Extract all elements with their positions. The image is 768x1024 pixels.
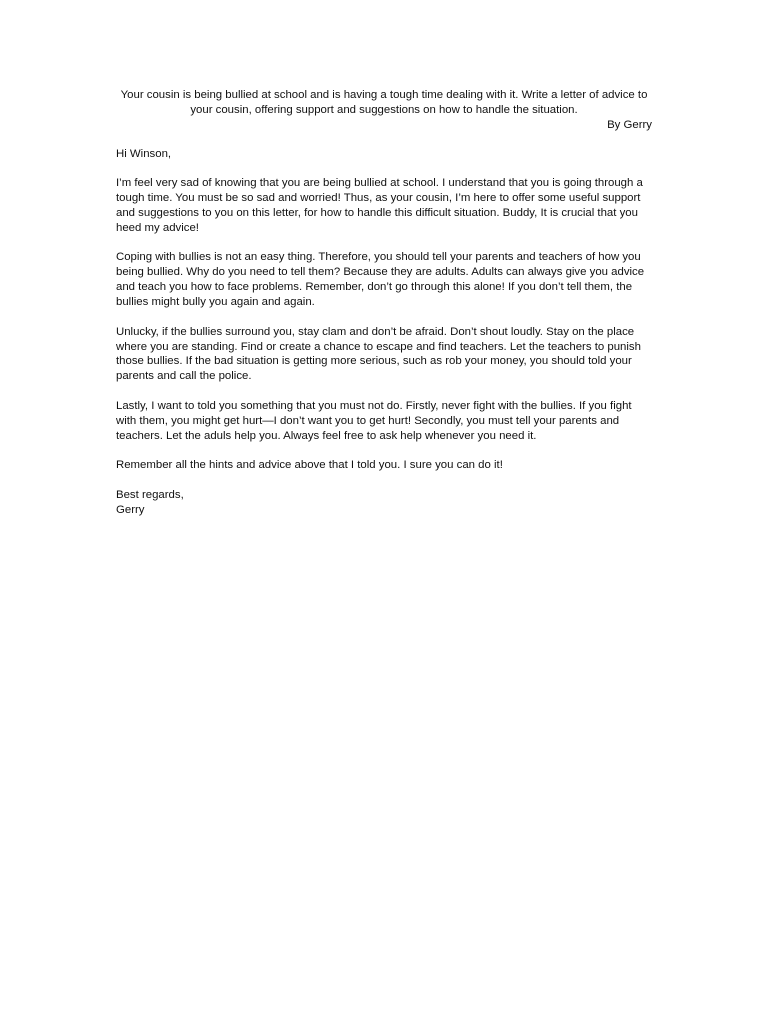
letter-greeting: Hi Winson, [116,147,172,160]
paragraph-5: Remember all the hints and advice above that I told you. I sure you can do it! [116,459,503,472]
paragraph-2: Coping with bullies is not an easy thing. Therefore, you should tell your parents and teachers of how you being bullied. Why do you need to tell them? Because they are adults. Adults can always give you advice and teach you how to face problems. Remember, don’t go through this alone! If you don’t tell them, the bullies might bully you again and again. [116,251,645,309]
paragraph-3: Unlucky, if the bullies surround you, stay clam and don’t be afraid. Don’t shout loudly. Stay on the place where you are standing. Find or create a chance to escape and find teachers. Let the teachers to punish those bullies. If the bad situation is getting more serious, such as rob your money, you should told your parents and call the police. [116,325,641,383]
letter-body [116,88,652,518]
letter-signature: Gerry [116,503,145,516]
paragraph-1: I’m feel very sad of knowing that you are being bullied at school. I understand that you is going through a tough time. You must be so sad and worried! Thus, as your cousin, I’m here to offer some useful support and suggestions to you on this letter, for how to handle this difficult situation. Buddy, It is crucial that you heed my advice! [116,177,643,234]
paragraph-4: Lastly, I want to told you something that you must not do. Firstly, never fight with the bullies. If you fight with them, you might get hurt—I don’t want you to get hurt! Secondly, you must tell your parents and teachers. Let the aduls help you. Always feel free to ask help whenever you need it. [116,399,632,442]
writing-prompt: Your cousin is being bullied at school and is having a tough time dealing with it. Write a letter of advice to your cousin, offering support and suggestions on how to handle the situation. [120,89,648,116]
author-byline: By Gerry [607,118,652,131]
letter-closing: Best regards, [116,488,184,501]
